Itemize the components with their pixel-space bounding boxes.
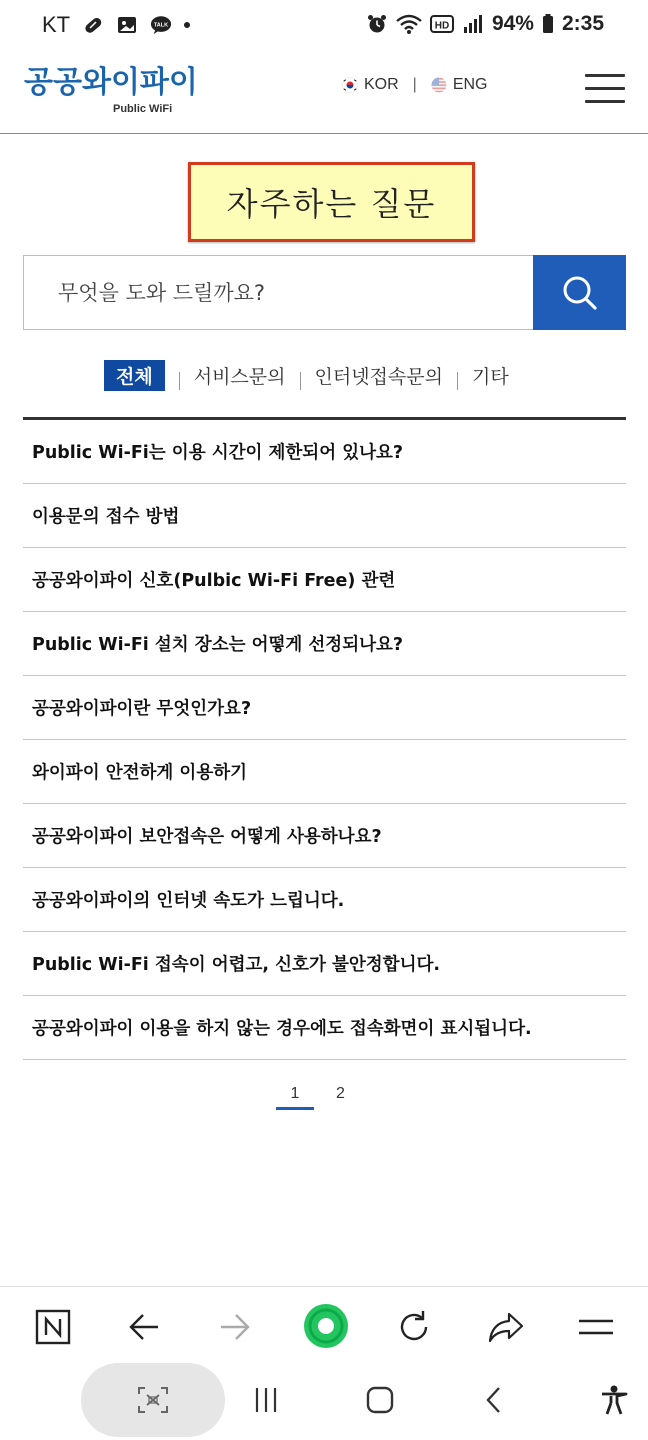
us-flag-icon <box>431 77 447 93</box>
green-dot-icon <box>302 1302 350 1350</box>
search-input[interactable] <box>24 256 534 329</box>
back-button[interactable] <box>122 1305 166 1349</box>
capture-icon <box>136 1385 170 1415</box>
tab-separator <box>457 372 458 390</box>
faq-item[interactable]: 공공와이파이 이용을 하지 않는 경우에도 접속화면이 표시됩니다. <box>23 996 626 1060</box>
language-switcher <box>342 76 488 94</box>
lang-separator: | <box>412 76 417 93</box>
faq-item[interactable]: Public Wi-Fi 설치 장소는 어떻게 선정되나요? <box>23 612 626 676</box>
carrier-label: KT <box>42 12 71 37</box>
system-back-button[interactable] <box>474 1380 514 1420</box>
refresh-icon <box>396 1309 432 1345</box>
lang-kor-link[interactable] <box>342 76 399 94</box>
alarm-icon <box>366 13 388 35</box>
faq-item[interactable]: 이용문의 접수 방법 <box>23 484 626 548</box>
share-button[interactable] <box>484 1305 528 1349</box>
hd-icon <box>430 13 454 35</box>
recents-icon <box>251 1386 281 1414</box>
green-dot-button[interactable] <box>302 1302 350 1350</box>
faq-item[interactable]: 와이파이 안전하게 이용하기 <box>23 740 626 804</box>
battery-percent: 94% <box>491 12 534 35</box>
svg-text:TALK: TALK <box>153 22 169 29</box>
menu-icon <box>577 1316 615 1338</box>
tab-all[interactable]: 전체 <box>104 360 165 391</box>
chevron-left-icon <box>482 1385 506 1415</box>
talk-icon <box>150 14 172 36</box>
korea-flag-icon <box>342 77 358 93</box>
naver-n-icon <box>35 1309 71 1345</box>
reload-button[interactable] <box>392 1305 436 1349</box>
faq-list <box>23 417 626 1060</box>
search-icon <box>560 273 600 313</box>
notification-dot <box>184 22 190 28</box>
forward-button[interactable] <box>213 1305 257 1349</box>
lang-eng-link[interactable] <box>431 76 488 94</box>
naver-home-button[interactable] <box>31 1305 75 1349</box>
tab-service-inquiry[interactable]: 서비스문의 <box>193 365 286 388</box>
menu-line <box>585 74 625 77</box>
accessibility-icon <box>600 1384 628 1416</box>
site-header <box>0 54 648 134</box>
system-navigation-bar <box>0 1366 648 1440</box>
browser-toolbar <box>0 1286 648 1366</box>
faq-item[interactable]: 공공와이파이 신호(Pulbic Wi-Fi Free) 관련 <box>23 548 626 612</box>
category-tabs <box>104 358 509 392</box>
page-1-link[interactable]: 1 <box>276 1085 314 1110</box>
lang-kor-label: KOR <box>364 76 399 93</box>
clock: 2:35 <box>561 12 604 35</box>
page-2-link[interactable]: 2 <box>336 1085 345 1102</box>
lang-eng-label: ENG <box>452 76 488 93</box>
logo-korean: 공공와이파이 <box>24 65 198 100</box>
screen-capture-button[interactable] <box>81 1363 225 1437</box>
faq-item[interactable]: Public Wi-Fi는 이용 시간이 제한되어 있나요? <box>23 420 626 484</box>
faq-item[interactable]: 공공와이파이 보안접속은 어떻게 사용하나요? <box>23 804 626 868</box>
browser-menu-button[interactable] <box>574 1305 618 1349</box>
search-button[interactable] <box>533 255 626 330</box>
tab-internet-access-inquiry[interactable]: 인터넷접속문의 <box>314 365 443 388</box>
status-bar <box>0 0 648 54</box>
home-button[interactable] <box>360 1380 400 1420</box>
pagination <box>276 1085 345 1110</box>
signal-icon <box>462 13 484 35</box>
hamburger-menu-button[interactable] <box>585 74 627 104</box>
gallery-icon <box>116 14 138 36</box>
logo-english: Public WiFi <box>113 103 173 115</box>
share-arrow-icon <box>487 1310 525 1344</box>
svg-text:HD: HD <box>434 20 450 32</box>
menu-line <box>585 100 625 103</box>
faq-title: 자주하는 질문 <box>188 162 475 242</box>
faq-item[interactable]: Public Wi-Fi 접속이 어렵고, 신호가 불안정합니다. <box>23 932 626 996</box>
home-icon <box>365 1385 395 1415</box>
tab-separator <box>179 372 180 390</box>
recent-apps-button[interactable] <box>246 1380 286 1420</box>
wifi-icon <box>396 13 422 35</box>
menu-line <box>585 87 625 90</box>
faq-item[interactable]: 공공와이파이란 무엇인가요? <box>23 676 626 740</box>
battery-icon <box>542 13 554 35</box>
faq-search <box>23 255 626 330</box>
arrow-left-icon <box>127 1312 161 1342</box>
faq-item[interactable]: 공공와이파이의 인터넷 속도가 느립니다. <box>23 868 626 932</box>
site-logo[interactable] <box>24 65 198 115</box>
accessibility-button[interactable] <box>594 1380 634 1420</box>
tab-other[interactable]: 기타 <box>471 365 509 388</box>
tab-separator <box>300 372 301 390</box>
arrow-right-icon <box>218 1312 252 1342</box>
pill-icon <box>82 14 104 36</box>
